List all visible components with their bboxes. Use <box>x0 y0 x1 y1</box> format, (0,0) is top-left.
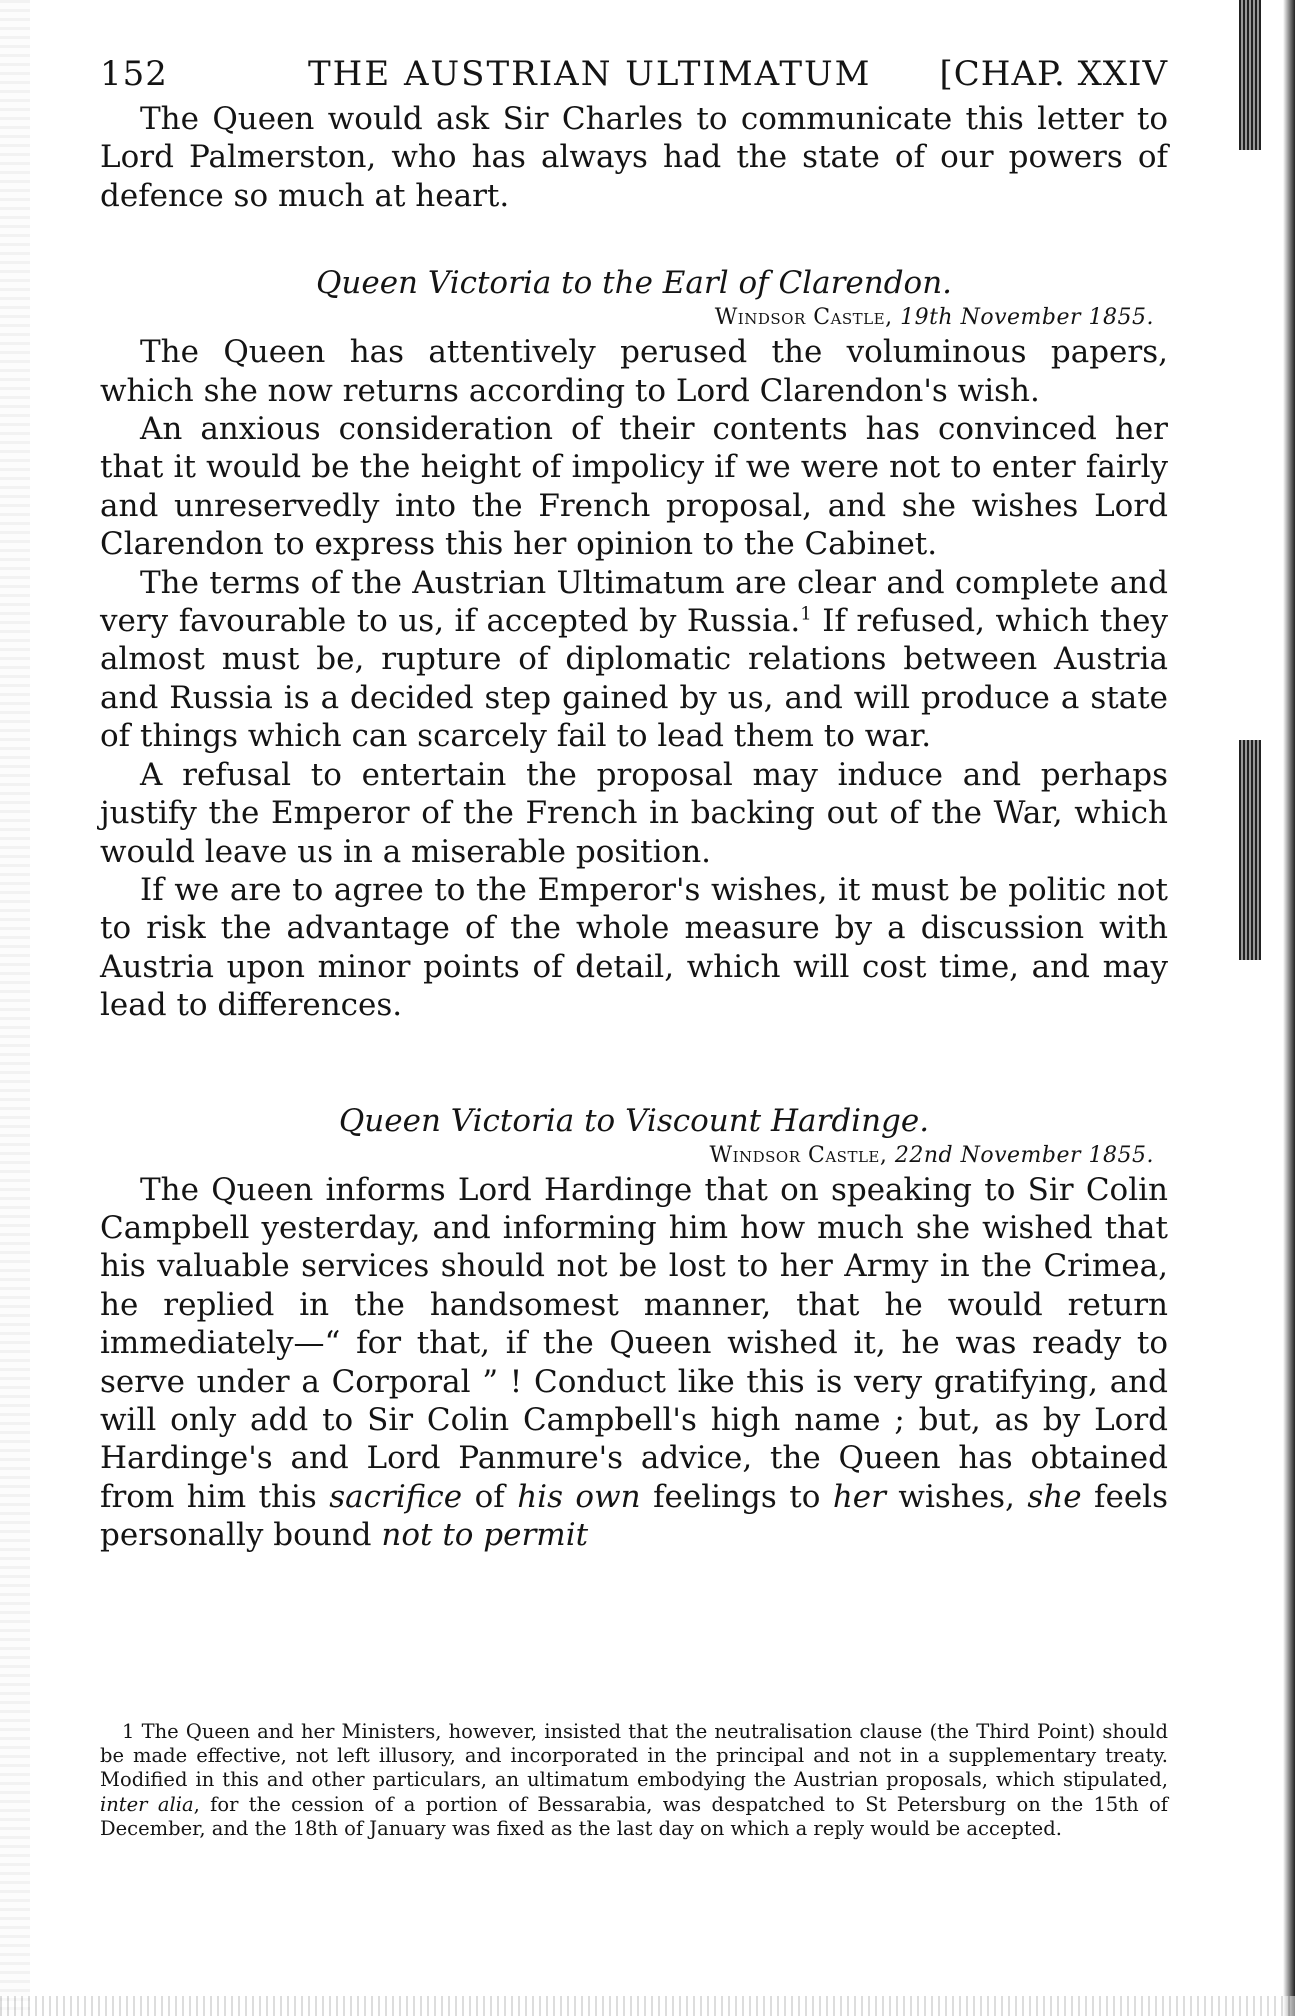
paragraph-text: wishes, <box>885 1478 1028 1515</box>
body-paragraph: An anxious consideration of their contents has convinced her that it would be the height of impolicy if we were not to enter fairly and unreservedly into the French proposal, and she wishes Lord Clarendon to express this her opinion to the Cabinet. <box>100 411 1168 563</box>
footnote-text: , for the cession of a portion of Bessarabia, was despatched to St Petersburg on the 15th of December, and the 18th of January was fixed as the last day on which a reply would be accepted. <box>100 1792 1169 1840</box>
letter-place-date <box>100 1141 1154 1171</box>
letter-place: Windsor Castle, <box>709 1142 888 1168</box>
emphasis: she <box>1027 1478 1082 1515</box>
emphasis: sacrifice <box>329 1478 463 1515</box>
body-paragraph <box>100 1171 1168 1555</box>
letter-date: 19th November 1855. <box>900 305 1154 331</box>
footnote-reference[interactable]: 1 <box>800 603 812 625</box>
letter-heading-clarendon: Queen Victoria to the Earl of Clarendon. <box>315 265 953 302</box>
paragraph-text: of <box>462 1478 518 1515</box>
paragraph-text: The terms of the Austrian Ultimatum are clear and complete and very favourable to us, if accepted by Russia. <box>100 564 1168 640</box>
paragraph-text: If refused, which they almost must be, rupture of diplomatic relations between Austria and Russia is a decided step gained by us, and will produce a state of things which can scarcely fail to lead them to war. <box>100 603 1168 755</box>
emphasis: inter alia <box>100 1792 194 1816</box>
letter-place-date <box>100 303 1154 333</box>
scan-right-edge <box>1283 0 1295 2016</box>
footnote <box>100 1720 1168 1841</box>
paragraph-text: feels personally bound <box>100 1478 1169 1554</box>
page-body <box>100 54 1168 1555</box>
running-title: THE AUSTRIAN ULTIMATUM <box>308 54 872 94</box>
letter-place: Windsor Castle, <box>714 305 893 331</box>
body-paragraph: A refusal to entertain the proposal may induce and perhaps justify the Emperor of the French in backing out of the War, which would leave us in a miserable position. <box>100 756 1168 870</box>
emphasis: not to permit <box>381 1517 589 1554</box>
footnotes <box>100 1720 1168 1841</box>
body-paragraph: The Queen has attentively perused the voluminous papers, which she now returns according to Lord Clarendon's wish. <box>100 334 1168 409</box>
scan-left-edge <box>0 0 30 2016</box>
emphasis: her <box>832 1478 886 1515</box>
footnote-marker: 1 <box>122 1720 135 1743</box>
paragraph-text: The Queen informs Lord Hardinge that on speaking to Sir Colin Campbell yesterday, and informing him how much she wished that his valuable services should not be lost to her Army in the Crimea, he replied in the handsomest manner, that he would return immediately—“ for that, if the Queen wished it, he was ready to serve under a Corporal ” ! Conduct like this is very gratifying, and will only add to Sir Colin Campbell's high name ; but, as by Lord Hardinge's and Lord Panmure's advice, the Queen has obtained from him this <box>100 1171 1168 1515</box>
scan-bottom-noise <box>0 1996 1295 2016</box>
body-paragraph: If we are to agree to the Emperor's wishes, it must be politic not to risk the advantage of the whole measure by a discussion with Austria upon minor points of detail, which will cost time, and may lead to differences. <box>100 871 1168 1024</box>
paragraph-text: feelings to <box>640 1478 833 1515</box>
opening-paragraph: The Queen would ask Sir Charles to communicate this letter to Lord Palmerston, who has always had the state of our powers of defence so much at heart. <box>100 101 1168 214</box>
chapter-label: [CHAP. XXIV <box>939 54 1168 94</box>
running-head <box>100 54 1168 94</box>
letter-heading-hardinge: Queen Victoria to Viscount Hardinge. <box>338 1102 930 1139</box>
letter-date: 22nd November 1855. <box>894 1142 1154 1168</box>
emphasis: his own <box>517 1478 641 1515</box>
scan-margin-mark <box>1239 0 1261 150</box>
scan-margin-mark <box>1239 740 1261 960</box>
page-number: 152 <box>100 54 168 94</box>
body-paragraph <box>100 564 1168 756</box>
footnote-text: The Queen and her Ministers, however, insisted that the neutralisation clause (the Third Point) should be made effective, not left illusory, and incorporated in the principal and not in a supplementary treaty. Modified in this and other particulars, an ultimatum embodying the Austrian proposals, which stipulated, <box>100 1720 1168 1792</box>
